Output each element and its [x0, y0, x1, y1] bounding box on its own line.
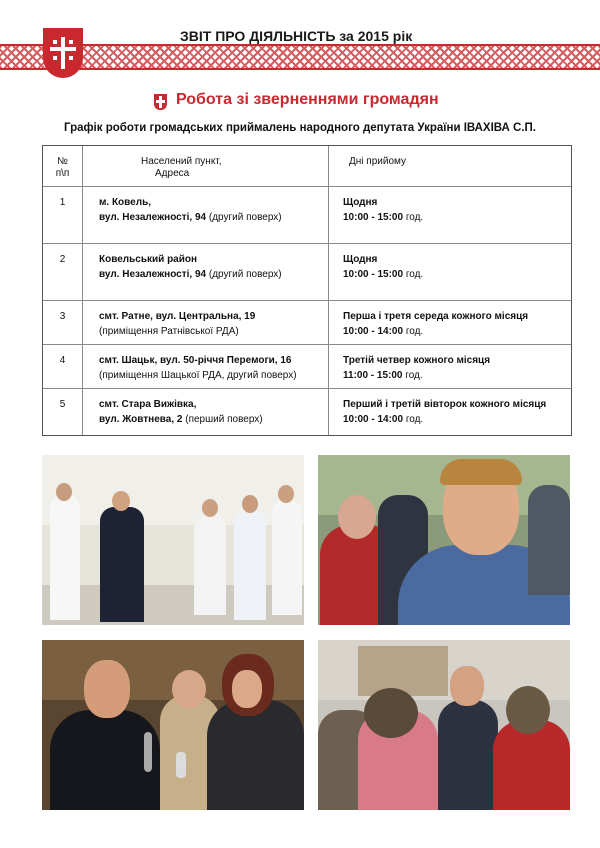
- row-place: м. Ковель, вул. Незалежності, 94 (другий поверх): [83, 187, 329, 243]
- row-number: 3: [43, 301, 83, 344]
- ornament-line-bottom: [0, 68, 600, 70]
- row-days: Третій четвер кожного місяця 11:00 - 15:00 год.: [343, 355, 491, 381]
- photo-crowd-meeting: [318, 640, 570, 810]
- table-row: [43, 300, 571, 344]
- cross-emblem-logo-icon: [43, 28, 83, 78]
- row-days: Перший і третій вівторок кожного місяця 10:00 - 14:00 год.: [343, 399, 547, 425]
- row-place: смт. Ратне, вул. Центральна, 19 (приміщення Ратнівської РДА): [83, 301, 329, 344]
- report-header: [0, 0, 600, 80]
- header-place: Населений пункт, Адреса: [83, 146, 329, 186]
- section-title: Робота зі зверненнями громадян: [176, 91, 439, 108]
- table-row: [43, 186, 571, 243]
- photo-meeting-crowd: [318, 455, 570, 625]
- row-days: Щодня 10:00 - 15:00 год.: [343, 197, 424, 223]
- row-number: 1: [43, 187, 83, 243]
- row-place: смт. Стара Вижівка, вул. Жовтнева, 2 (перший поверх): [83, 389, 329, 435]
- reception-schedule-table: [42, 145, 572, 436]
- table-row: [43, 388, 571, 435]
- header-days: Дні прийому: [349, 156, 406, 167]
- table-header-row: [43, 146, 571, 186]
- photo-interview: [42, 640, 304, 810]
- row-place: смт. Шацьк, вул. 50-річчя Перемоги, 16 (приміщення Шацької РДА, другий поверх): [83, 345, 329, 388]
- row-days: Перша і третя середа кожного місяця 10:00 - 14:00 год.: [343, 311, 529, 337]
- row-place: Ковельський район вул. Незалежності, 94 (другий поверх): [83, 244, 329, 300]
- photo-hospital-visit: [42, 455, 304, 625]
- embroidery-ornament-band: [0, 46, 600, 68]
- header-number: № п\п: [43, 146, 83, 186]
- report-title: ЗВІТ ПРО ДІЯЛЬНІСТЬ за 2015 рік: [180, 28, 413, 44]
- row-number: 2: [43, 244, 83, 300]
- schedule-subtitle: Графік роботи громадських приймалень народного депутата України ІВАХІВА С.П.: [63, 122, 536, 134]
- table-row: [43, 243, 571, 300]
- row-number: 5: [43, 389, 83, 435]
- row-number: 4: [43, 345, 83, 388]
- table-row: [43, 344, 571, 388]
- cross-emblem-icon: [154, 94, 167, 110]
- row-days: Щодня 10:00 - 15:00 год.: [343, 254, 424, 280]
